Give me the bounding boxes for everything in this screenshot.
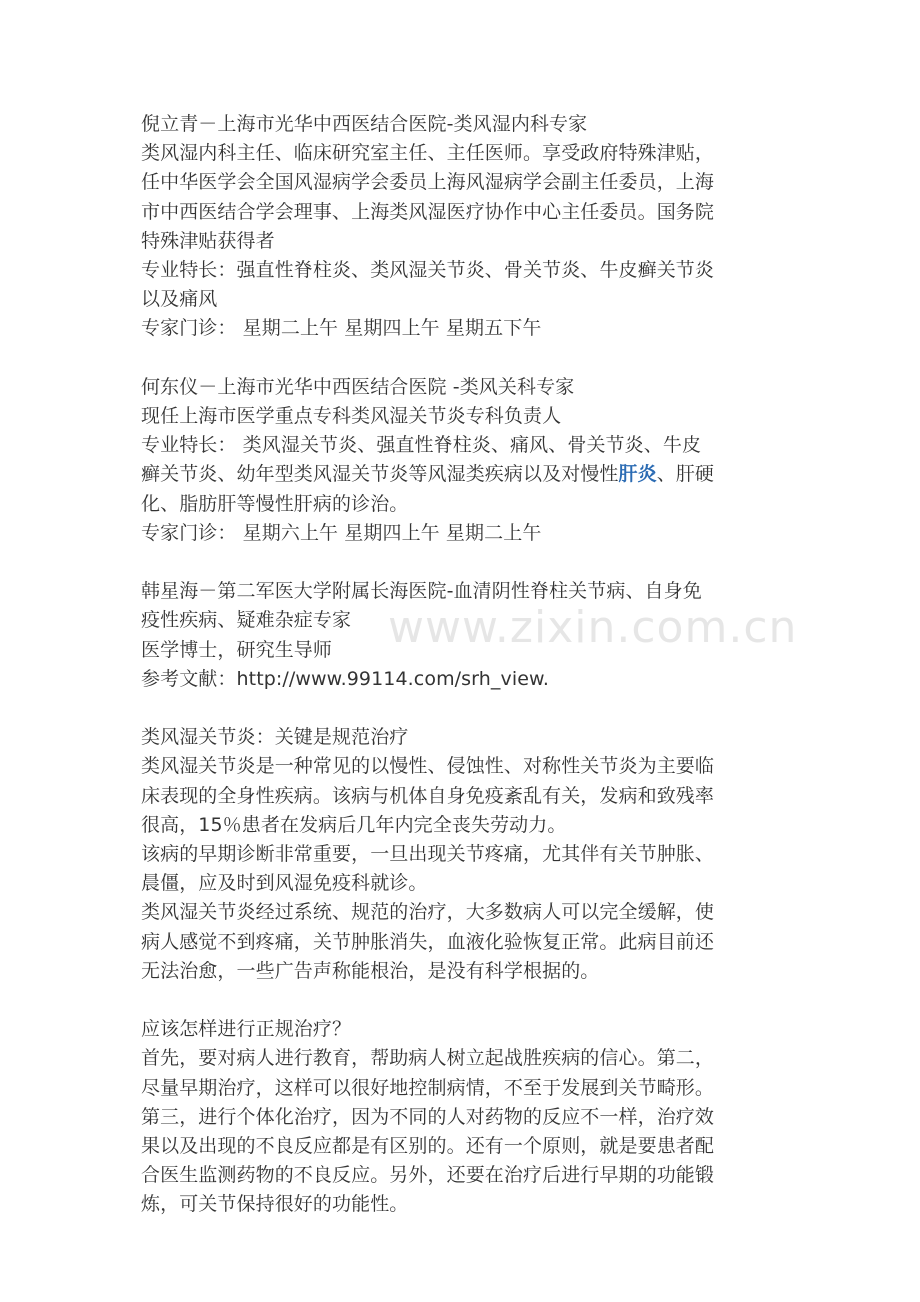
text-line: 床表现的全身性疾病。该病与机体自身免疫紊乱有关，发病和致残率 (141, 784, 715, 807)
paragraph-gap (141, 694, 786, 723)
paragraph-gap (141, 986, 786, 1015)
text-line-with-link (141, 460, 786, 489)
section-regular-treatment (141, 1015, 786, 1219)
text-line: 首先，要对病人进行教育，帮助病人树立起战胜疾病的信心。第二， (141, 1047, 715, 1070)
clinic-schedule: 专家门诊： 星期二上午 星期四上午 星期五下午 (141, 317, 542, 340)
text-line: 晨僵，应及时到风湿免疫科就诊。 (141, 872, 428, 895)
text-line: 尽量早期治疗，这样可以很好地控制病情，不至于发展到关节畸形。 (141, 1076, 715, 1099)
section-heading: 应该怎样进行正规治疗？ (141, 1018, 352, 1041)
doctor-title: 韩星海－第二军医大学附属长海医院-血清阴性脊柱关节病、自身免 (141, 580, 702, 603)
specialty-line: 专业特长：强直性脊柱炎、类风湿关节炎、骨关节炎、牛皮癣关节炎 (141, 259, 715, 282)
clinic-schedule: 专家门诊： 星期六上午 星期四上午 星期二上午 (141, 521, 542, 544)
doctor-title: 倪立青－上海市光华中西医结合医院-类风湿内科专家 (141, 113, 588, 135)
paragraph-gap (141, 344, 786, 373)
text-line: 任中华医学会全国风湿病学会委员上海风湿病学会副主任委员，上海 (141, 171, 715, 194)
text-line: 特殊津贴获得者 (141, 229, 275, 252)
paragraph-gap (141, 548, 786, 577)
section-standard-treatment (141, 723, 786, 986)
text-line: 市中西医结合学会理事、上海类风湿医疗协作中心主任委员。国务院 (141, 200, 715, 223)
text-line: 医学博士，研究生导师 (141, 638, 333, 661)
reference-line: 参考文献：http://www.99114.com/srh_view. (141, 667, 550, 690)
doctor-profile-ni (141, 110, 786, 344)
text-line: 很高，15％患者在发病后几年内完全丧失劳动力。 (141, 813, 567, 836)
text-line: 病人感觉不到疼痛，关节肿胀消失，血液化验恢复正常。此病目前还 (141, 930, 715, 953)
hepatitis-link[interactable]: 肝炎 (618, 463, 657, 486)
text-segment: 癣关节炎、幼年型类风湿关节炎等风湿类疾病以及对慢性 (141, 463, 619, 486)
text-line: 果以及出现的不良反应都是有区别的。还有一个原则，就是要患者配 (141, 1135, 715, 1158)
text-line: 类风湿内科主任、临床研究室主任、主任医师。享受政府特殊津贴， (141, 142, 715, 165)
text-line: 疫性疾病、疑难杂症专家 (141, 609, 352, 632)
text-line: 类风湿关节炎经过系统、规范的治疗，大多数病人可以完全缓解，使 (141, 901, 715, 924)
doctor-profile-he (141, 373, 786, 548)
doctor-title: 何东仪－上海市光华中西医结合医院 -类风关科专家 (141, 375, 575, 398)
text-line: 现任上海市医学重点专科类风湿关节炎专科负责人 (141, 405, 562, 428)
watermark-text: www.zixin.com.cn (388, 602, 798, 653)
text-line: 无法治愈，一些广告声称能根治，是没有科学根据的。 (141, 959, 600, 982)
specialty-line: 专业特长： 类风湿关节炎、强直性脊柱炎、痛风、骨关节炎、牛皮 (141, 434, 702, 457)
text-line: 化、脂肪肝等慢性肝病的诊治。 (141, 492, 409, 515)
text-line: 炼，可关节保持很好的功能性。 (141, 1193, 409, 1216)
document-body (141, 110, 786, 1220)
doctor-profile-han (141, 577, 786, 694)
text-line: 类风湿关节炎是一种常见的以慢性、侵蚀性、对称性关节炎为主要临 (141, 755, 715, 778)
text-line: 合医生监测药物的不良反应。另外，还要在治疗后进行早期的功能锻 (141, 1164, 715, 1187)
text-segment: 、肝硬 (656, 463, 715, 486)
text-line: 以及痛风 (141, 288, 218, 311)
text-line: 第三，进行个体化治疗，因为不同的人对药物的反应不一样，治疗效 (141, 1105, 715, 1128)
text-line: 该病的早期诊断非常重要，一旦出现关节疼痛，尤其伴有关节肿胀、 (141, 843, 715, 866)
section-heading: 类风湿关节炎：关键是规范治疗 (141, 726, 409, 749)
